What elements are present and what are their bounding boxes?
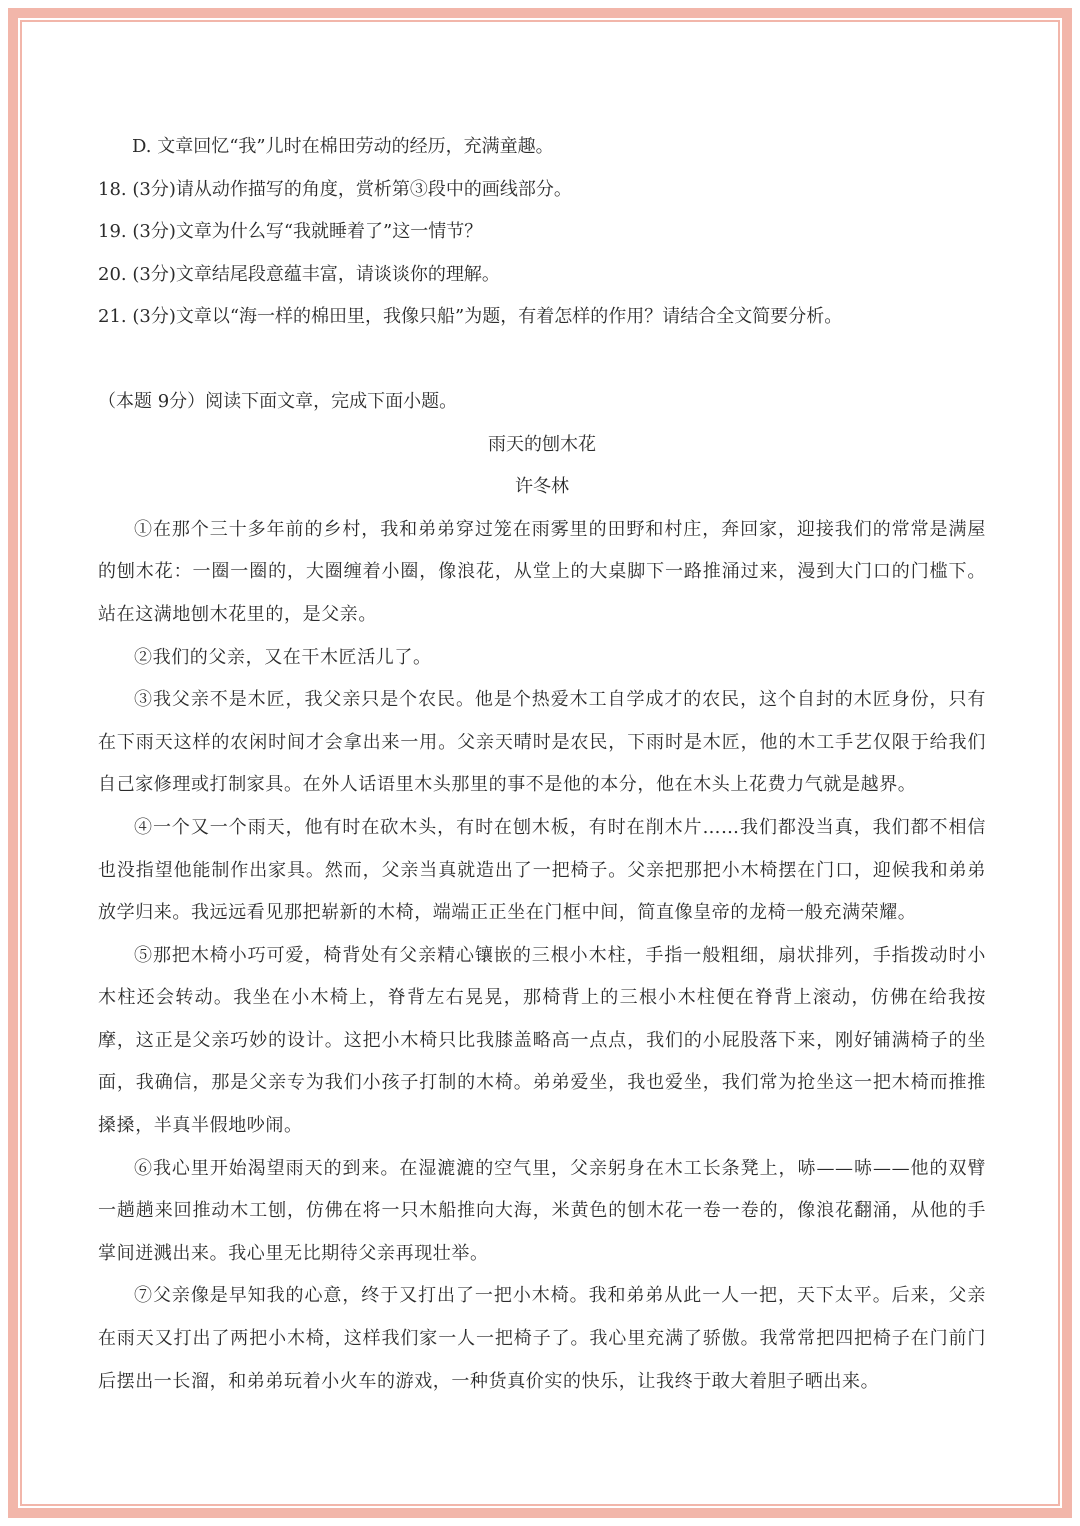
article-paragraph-1: ①在那个三十多年前的乡村，我和弟弟穿过笼在雨雾里的田野和村庄，奔回家，迎接我们的常常是满屋的刨木花：一圈一圈的，大圈缠着小圈，像浪花，从堂上的大桌脚下一路推涌过来，漫到大门口的门槛下。站在这满地刨木花里的，是父亲。 xyxy=(98,518,986,625)
section-spacer xyxy=(98,339,986,381)
article-paragraph-2: ②我们的父亲，又在干木匠活儿了。 xyxy=(134,646,432,668)
article-paragraph-3: ③我父亲不是木匠，我父亲只是个农民。他是个热爱木工自学成才的农民，这个自封的木匠身份，只有在下雨天这样的农闲时间才会拿出来一用。父亲天晴时是农民，下雨时是木匠，他的木工手艺仅限于给我们自己家修理或打制家具。在外人话语里木头那里的事不是他的本分，他在木头上花费力气就是越界。 xyxy=(98,689,986,796)
section-intro: （本题 9分）阅读下面文章，完成下面小题。 xyxy=(98,390,458,412)
article-paragraph-6: ⑥我心里开始渴望雨天的到来。在湿漉漉的空气里，父亲躬身在木工长条凳上，哧——哧——他的双臂一趟趟来回推动木工刨，仿佛在将一只木船推向大海，米黄色的刨木花一卷一卷的，像浪花翻涌，从他的手掌间迸溅出来。我心里无比期待父亲再现壮举。 xyxy=(98,1157,986,1264)
question-21: 21. (3分)文章以“海一样的棉田里，我像只船”为题，有着怎样的作用？请结合全文简要分析。 xyxy=(98,306,843,328)
article-author: 许冬林 xyxy=(515,476,569,498)
document-content xyxy=(98,126,986,1403)
option-d: D. 文章回忆“我”儿时在棉田劳动的经历，充满童趣。 xyxy=(132,136,554,157)
question-18: 18. (3分)请从动作描写的角度，赏析第③段中的画线部分。 xyxy=(98,178,572,200)
article-paragraph-7: ⑦父亲像是早知我的心意，终于又打出了一把小木椅。我和弟弟从此一人一把，天下太平。后来，父亲在雨天又打出了两把小木椅，这样我们家一人一把椅子了。我心里充满了骄傲。我常常把四把椅子在门前门后摆出一长溜，和弟弟玩着小火车的游戏，一种货真价实的快乐，让我终于敢大着胆子晒出来。 xyxy=(98,1285,986,1392)
article-paragraph-5: ⑤那把木椅小巧可爱，椅背处有父亲精心镶嵌的三根小木柱，手指一般粗细，扇状排列，手指拨动时小木柱还会转动。我坐在小木椅上，脊背左右晃晃，那椅背上的三根小木柱便在脊背上滚动，仿佛在给我按摩，这正是父亲巧妙的设计。这把小木椅只比我膝盖略高一点点，我们的小屁股落下来，刚好铺满椅子的坐面，我确信，那是父亲专为我们小孩子打制的木椅。弟弟爱坐，我也爱坐，我们常为抢坐这一把木椅而推推搡搡，半真半假地吵闹。 xyxy=(98,944,986,1137)
question-20: 20. (3分)文章结尾段意蕴丰富，请谈谈你的理解。 xyxy=(98,263,500,285)
question-19: 19. (3分)文章为什么写“我就睡着了”这一情节？ xyxy=(98,221,483,243)
article-paragraph-4: ④一个又一个雨天，他有时在砍木头，有时在刨木板，有时在削木片……我们都没当真，我们都不相信也没指望他能制作出家具。然而，父亲当真就造出了一把椅子。父亲把那把小木椅摆在门口，迎候我和弟弟放学归来。我远远看见那把崭新的木椅，端端正正坐在门框中间，简直像皇帝的龙椅一般充满荣耀。 xyxy=(98,816,986,924)
article-title: 雨天的刨木花 xyxy=(488,433,596,455)
